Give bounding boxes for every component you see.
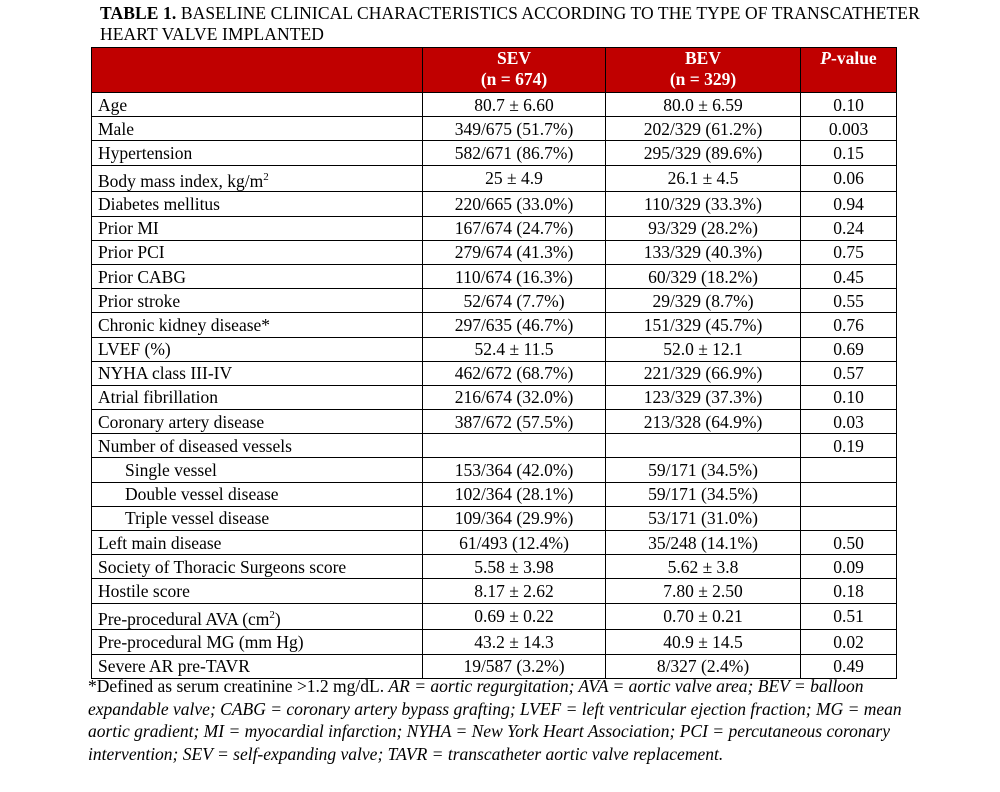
- cell-bev: 60/329 (18.2%): [606, 264, 801, 288]
- header-bev-label: BEV: [685, 48, 721, 68]
- cell-p: [801, 506, 897, 530]
- cell-bev: 93/329 (28.2%): [606, 216, 801, 240]
- cell-bev: 26.1 ± 4.5: [606, 165, 801, 192]
- cell-sev: 0.69 ± 0.22: [423, 603, 606, 630]
- table-row: [92, 192, 897, 216]
- cell-p: [801, 458, 897, 482]
- cell-p: 0.10: [801, 93, 897, 117]
- cell-p: 0.57: [801, 361, 897, 385]
- row-label: Prior stroke: [92, 289, 423, 313]
- cell-bev: 221/329 (66.9%): [606, 361, 801, 385]
- table-row: [92, 165, 897, 192]
- cell-p: 0.51: [801, 603, 897, 630]
- cell-sev: 582/671 (86.7%): [423, 141, 606, 165]
- table-row: [92, 458, 897, 482]
- table-row: [92, 93, 897, 117]
- cell-sev: 61/493 (12.4%): [423, 531, 606, 555]
- cell-p: 0.75: [801, 240, 897, 264]
- cell-p: 0.49: [801, 654, 897, 678]
- cell-sev: 52.4 ± 11.5: [423, 337, 606, 361]
- header-blank-cell: [92, 48, 423, 93]
- table-row: [92, 289, 897, 313]
- cell-sev: 8.17 ± 2.62: [423, 579, 606, 603]
- table-body: [92, 93, 897, 679]
- header-p-italic: P: [820, 48, 831, 68]
- row-label: Prior PCI: [92, 240, 423, 264]
- cell-bev: 213/328 (64.9%): [606, 410, 801, 434]
- table-row: [92, 117, 897, 141]
- table-row: [92, 630, 897, 654]
- cell-sev: 153/364 (42.0%): [423, 458, 606, 482]
- table-row: [92, 385, 897, 409]
- table-row: [92, 579, 897, 603]
- cell-sev: 52/674 (7.7%): [423, 289, 606, 313]
- cell-p: 0.003: [801, 117, 897, 141]
- row-label: Age: [92, 93, 423, 117]
- cell-bev: 110/329 (33.3%): [606, 192, 801, 216]
- table-row: [92, 506, 897, 530]
- cell-p: 0.09: [801, 555, 897, 579]
- header-sev: [423, 48, 606, 93]
- cell-sev: 25 ± 4.9: [423, 165, 606, 192]
- row-label: NYHA class III-IV: [92, 361, 423, 385]
- cell-p: 0.69: [801, 337, 897, 361]
- row-label: Coronary artery disease: [92, 410, 423, 434]
- table-row: [92, 337, 897, 361]
- row-label: Double vessel disease: [92, 482, 423, 506]
- header-sev-label: SEV: [496, 48, 532, 68]
- cell-p: 0.55: [801, 289, 897, 313]
- table-row: [92, 531, 897, 555]
- cell-p: [801, 482, 897, 506]
- row-label: Chronic kidney disease*: [92, 313, 423, 337]
- row-label: Left main disease: [92, 531, 423, 555]
- row-label: Society of Thoracic Surgeons score: [92, 555, 423, 579]
- cell-bev: 7.80 ± 2.50: [606, 579, 801, 603]
- row-label: Severe AR pre-TAVR: [92, 654, 423, 678]
- table-row: [92, 603, 897, 630]
- cell-sev: 43.2 ± 14.3: [423, 630, 606, 654]
- row-label: Single vessel: [92, 458, 423, 482]
- cell-bev: 29/329 (8.7%): [606, 289, 801, 313]
- cell-p: 0.02: [801, 630, 897, 654]
- cell-sev: 167/674 (24.7%): [423, 216, 606, 240]
- cell-sev: 80.7 ± 6.60: [423, 93, 606, 117]
- cell-sev: 109/364 (29.9%): [423, 506, 606, 530]
- table-row: [92, 264, 897, 288]
- row-label: Pre-procedural AVA $(cm^2)$: [92, 603, 423, 630]
- cell-bev: 59/171 (34.5%): [606, 482, 801, 506]
- row-label: Number of diseased vessels: [92, 434, 423, 458]
- cell-sev: 110/674 (16.3%): [423, 264, 606, 288]
- header-p-rest: -value: [831, 48, 877, 68]
- table-row: [92, 555, 897, 579]
- cell-p: 0.94: [801, 192, 897, 216]
- row-label: Triple vessel disease: [92, 506, 423, 530]
- table-row: [92, 361, 897, 385]
- footnote-definition: *Defined as serum creatinine >1.2 mg/dL.: [88, 676, 389, 696]
- table-row: [92, 141, 897, 165]
- table-row: [92, 313, 897, 337]
- cell-p: 0.15: [801, 141, 897, 165]
- row-label: Prior MI: [92, 216, 423, 240]
- cell-p: 0.45: [801, 264, 897, 288]
- cell-bev: 0.70 ± 0.21: [606, 603, 801, 630]
- row-label: Diabetes mellitus: [92, 192, 423, 216]
- row-label: Hypertension: [92, 141, 423, 165]
- cell-bev: 52.0 ± 12.1: [606, 337, 801, 361]
- cell-bev: 8/327 (2.4%): [606, 654, 801, 678]
- cell-bev: 59/171 (34.5%): [606, 458, 801, 482]
- cell-bev: 40.9 ± 14.5: [606, 630, 801, 654]
- cell-p: 0.03: [801, 410, 897, 434]
- row-label: Prior CABG: [92, 264, 423, 288]
- table-caption: BASELINE CLINICAL CHARACTERISTICS ACCORDING TO THE TYPE OF TRANSCATHETER HEART VALVE IMPLANTED: [100, 3, 920, 44]
- cell-sev: 5.58 ± 3.98: [423, 555, 606, 579]
- cell-bev: 151/329 (45.7%): [606, 313, 801, 337]
- cell-bev: 35/248 (14.1%): [606, 531, 801, 555]
- cell-sev: 279/674 (41.3%): [423, 240, 606, 264]
- cell-bev: 295/329 (89.6%): [606, 141, 801, 165]
- header-sev-n: (n = 674): [480, 69, 548, 89]
- cell-bev: 123/329 (37.3%): [606, 385, 801, 409]
- header-bev-n: (n = 329): [669, 69, 737, 89]
- table-footnote: [88, 675, 908, 765]
- table-row: [92, 216, 897, 240]
- row-label: Atrial fibrillation: [92, 385, 423, 409]
- cell-sev: 19/587 (3.2%): [423, 654, 606, 678]
- cell-sev: 220/665 (33.0%): [423, 192, 606, 216]
- cell-bev: 5.62 ± 3.8: [606, 555, 801, 579]
- table-number: TABLE 1.: [100, 3, 177, 23]
- cell-p: 0.10: [801, 385, 897, 409]
- cell-bev: 202/329 (61.2%): [606, 117, 801, 141]
- cell-sev: 349/675 (51.7%): [423, 117, 606, 141]
- cell-bev: 80.0 ± 6.59: [606, 93, 801, 117]
- baseline-characteristics-table: [91, 47, 897, 679]
- cell-p: 0.06: [801, 165, 897, 192]
- row-label: LVEF (%): [92, 337, 423, 361]
- row-label: Pre-procedural MG (mm Hg): [92, 630, 423, 654]
- footnote-abbreviations: AR = aortic regurgitation; AVA = aortic valve area; BEV = balloon expandable valve; CABG = coronary artery bypass grafting; LVEF = left ventricular ejection fraction; MG = mean aortic gradient; MI = myocardial infarction; NYHA = New York Heart Association; PCI = percutaneous coronary intervention; SEV = self-expanding valve; TAVR = transcatheter aortic valve replacement.: [88, 676, 902, 764]
- cell-p: 0.18: [801, 579, 897, 603]
- cell-bev: [606, 434, 801, 458]
- cell-bev: 133/329 (40.3%): [606, 240, 801, 264]
- cell-sev: 102/364 (28.1%): [423, 482, 606, 506]
- cell-p: 0.19: [801, 434, 897, 458]
- row-label: Male: [92, 117, 423, 141]
- cell-sev: 387/672 (57.5%): [423, 410, 606, 434]
- cell-sev: 462/672 (68.7%): [423, 361, 606, 385]
- cell-p: 0.76: [801, 313, 897, 337]
- table-row: [92, 410, 897, 434]
- header-p-value: [801, 48, 897, 93]
- table-row: [92, 482, 897, 506]
- cell-sev: 297/635 (46.7%): [423, 313, 606, 337]
- cell-sev: [423, 434, 606, 458]
- cell-p: 0.24: [801, 216, 897, 240]
- header-bev: [606, 48, 801, 93]
- row-label: Body mass index, $kg/m^2$: [92, 165, 423, 192]
- table-row: [92, 434, 897, 458]
- cell-bev: 53/171 (31.0%): [606, 506, 801, 530]
- table-header-row: [92, 48, 897, 93]
- table-title: [100, 3, 920, 45]
- cell-sev: 216/674 (32.0%): [423, 385, 606, 409]
- row-label: Hostile score: [92, 579, 423, 603]
- table-row: [92, 240, 897, 264]
- cell-p: 0.50: [801, 531, 897, 555]
